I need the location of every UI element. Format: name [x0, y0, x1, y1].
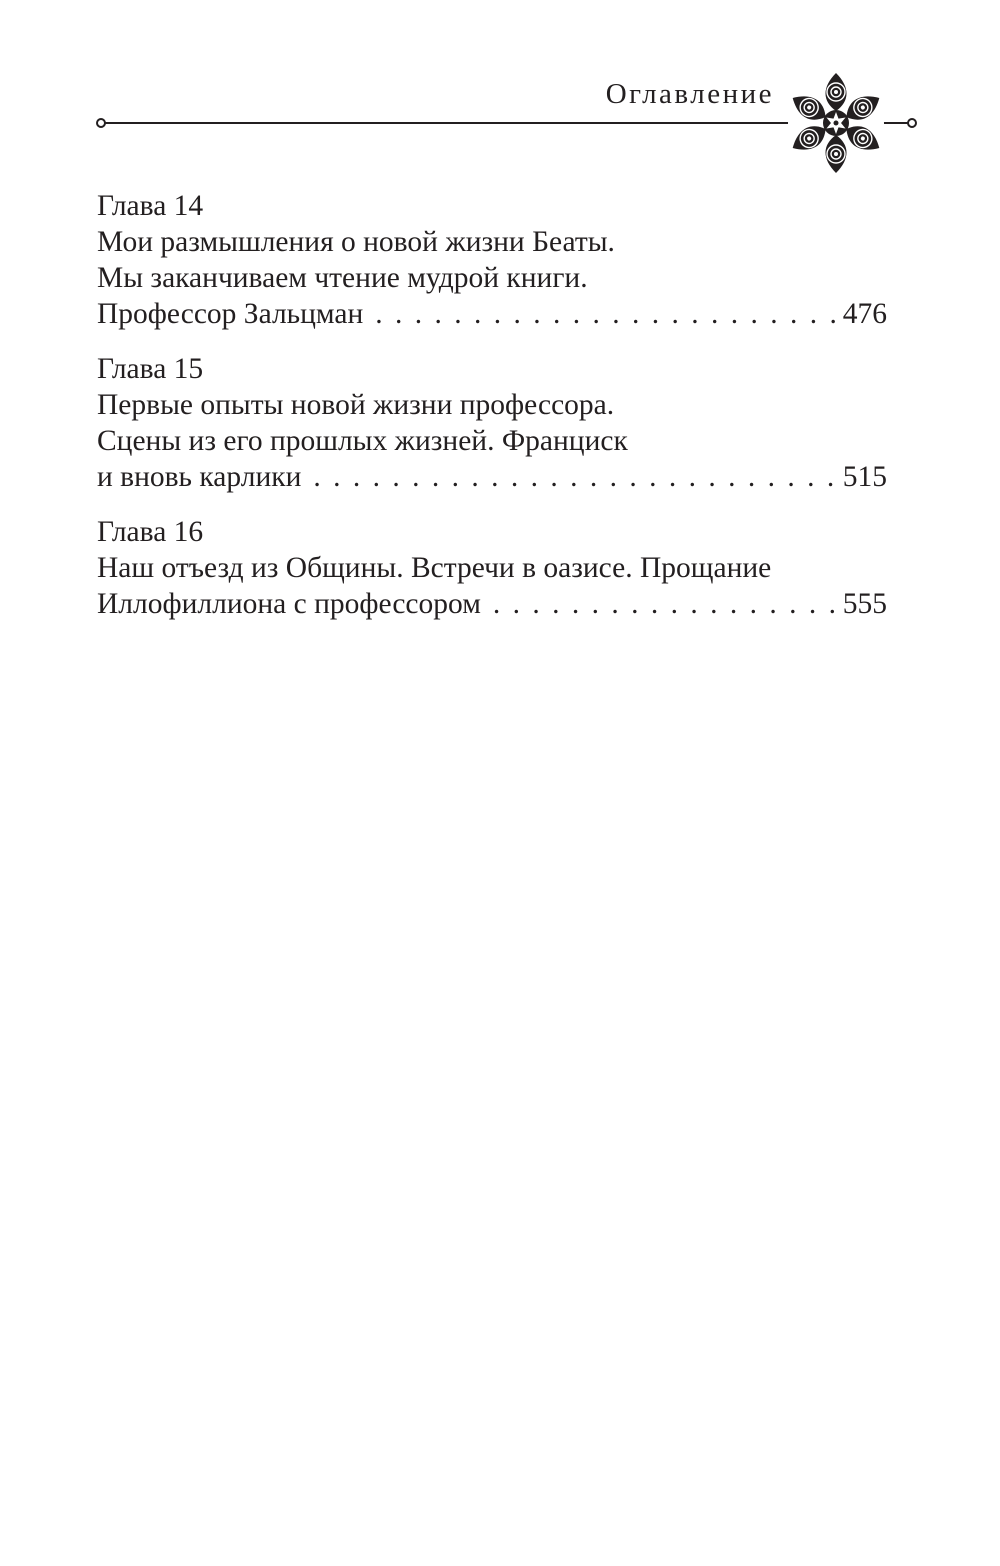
- chapter-title-line: Профессор Зальцман: [97, 298, 364, 330]
- chapter-title-line: Иллофиллиона с профессором: [97, 588, 481, 620]
- chapter-title-last-line: [97, 459, 887, 495]
- chapter-title-line: Наш отъезд из Общины. Встречи в оазисе. Прощание: [97, 552, 772, 584]
- chapter-title-last-line: [97, 586, 887, 622]
- header-rule: [0, 0, 1000, 180]
- chapter-heading: Глава 14: [97, 190, 204, 222]
- chapter-title-last-line: [97, 296, 887, 332]
- page-number[interactable]: 476: [842, 298, 887, 330]
- running-head: [0, 0, 1000, 180]
- mandala-rosette-icon: [787, 73, 884, 173]
- page-number[interactable]: 555: [842, 588, 887, 620]
- toc-entry-chapter-15[interactable]: [97, 351, 887, 495]
- chapter-title-line: Мои размышления о новой жизни Беаты.: [97, 226, 615, 258]
- table-of-contents: [97, 188, 887, 641]
- toc-entry-chapter-14[interactable]: [97, 188, 887, 332]
- chapter-heading: Глава 15: [97, 353, 204, 385]
- dot-leader: [375, 296, 841, 332]
- dot-leader: [313, 459, 840, 495]
- chapter-title-line: Мы заканчиваем чтение мудрой книги.: [97, 262, 588, 294]
- rule-right-end-icon: [908, 119, 916, 127]
- chapter-title-line: Сцены из его прошлых жизней. Франциск: [97, 425, 628, 457]
- rule-left-end-icon: [97, 119, 105, 127]
- dot-leader: [493, 586, 841, 622]
- toc-entry-chapter-16[interactable]: [97, 514, 887, 622]
- chapter-title-line: Первые опыты новой жизни профессора.: [97, 389, 615, 421]
- chapter-heading: Глава 16: [97, 516, 204, 548]
- running-head-title: Оглавление: [605, 78, 774, 110]
- chapter-title-line: и вновь карлики: [97, 461, 302, 493]
- page-number[interactable]: 515: [842, 461, 887, 493]
